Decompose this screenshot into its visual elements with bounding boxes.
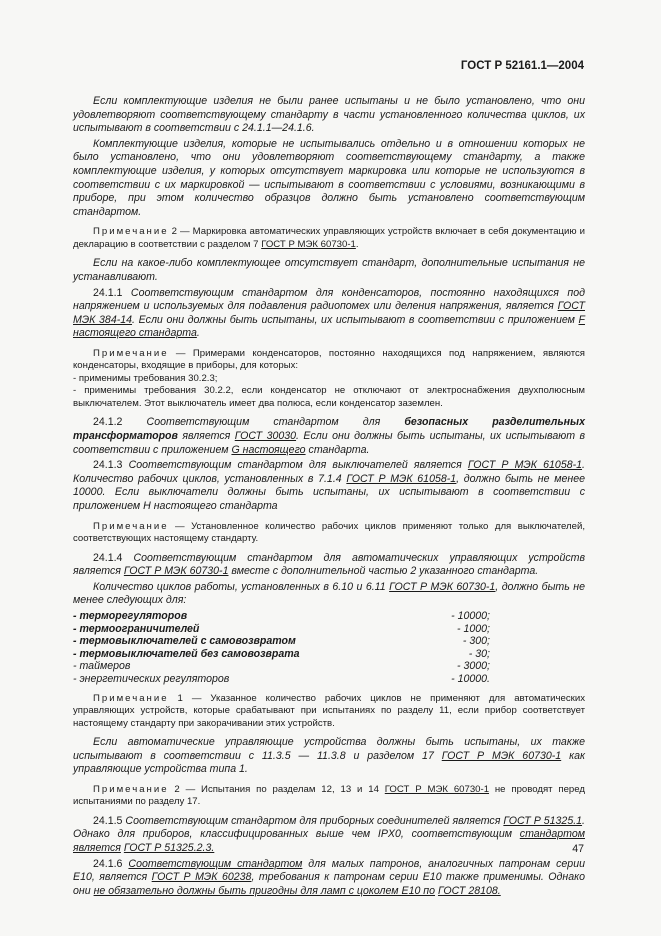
section-24-1-1: 24.1.1 Соответствующим стандартом для конденсаторов, постоянно находящихся под напряжением и используемых для подавления радиопомех или деления напряжения, является ГОСТ МЭК 384-14. Если они должны быть испытаны, их испытывают в соответствии с приложением F настоящего стандарта. xyxy=(73,286,585,340)
paragraph-components-not-tested: Если комплектующие изделия не были ранее испытаны и не было установлено, что они удовлетворяют соответствующему стандарту в части установленного количества циклов, их испытывают в соответствии с 24.1.1—24.1.6. xyxy=(73,95,585,135)
document-body xyxy=(73,95,585,900)
doc-number: ГОСТ Р 52161.1—2004 xyxy=(460,60,584,72)
paragraph-automatic-controls-test: Если автоматические управляющие устройства должны быть испытаны, их также испытывают в соответствии с 11.3.5 — 11.3.8 и разделом 17 ГОСТ Р МЭК 60730-1 как управляющие устройства типа 1. xyxy=(73,736,585,776)
note-capacitors: Примечание — Примерами конденсаторов, постоянно находящихся под напряжением, являются конденсаторы, входящие в приборы, для которых: - применимы требования 30.2.3; - применимы требования 30.2.2, если конденсатор не отключают от электроснабжения двухполюсным выключателем. Этот выключатель имеет два полюса, если конденсатор заземлен. xyxy=(73,347,585,409)
paragraph-cycle-count: Количество циклов работы, установленных в 6.10 и 6.11 ГОСТ Р МЭК 60730-1, должно быть не менее следующих для: xyxy=(73,580,585,607)
paragraph-components-not-separately-tested: Комплектующие изделия, которые не испытывались отдельно и в отношении которых не было установлено, что они удовлетворяют соответствующему стандарту, а также комплектующие изделия, у которых отсутствует маркировка или которые не используются в соответствии с их маркировкой — испытывают в соответствии с условиями, возникающими в приборе, при этом количество образцов должно быть установлено соответствующим стандартом. xyxy=(73,137,585,218)
section-24-1-2: 24.1.2 Соответствующим стандартом для безопасных разделительных трансформаторов является ГОСТ 30030. Если они должны быть испытаны, их испытывают в соответствии с приложением G настоящего стандарта. xyxy=(73,416,585,456)
list-item: - энергетических регуляторов - 10000. xyxy=(73,672,490,685)
section-24-1-6: 24.1.6 Соответствующим стандартом для малых патронов, аналогичных патронам серии E10, является ГОСТ Р МЭК 60238, требования к патронам серии E10 также применимы. Однако они не обязательно должны быть пригодны для ламп с цоколем E10 по ГОСТ 28108. xyxy=(73,857,585,897)
list-item: - термоограничителей - 1000; xyxy=(73,622,490,635)
note-marking: Примечание 2 — Маркировка автоматических управляющих устройств включает в себя документацию и декларацию в соответствии с разделом 7 ГОСТ Р МЭК 60730-1. xyxy=(73,226,585,250)
section-24-1-3: 24.1.3 Соответствующим стандартом для выключателей является ГОСТ Р МЭК 61058-1. Количество рабочих циклов, установленных в 7.1.4 ГОСТ Р МЭК 61058-1, должно быть не менее 10000. Если выключатели должны быть испытаны, их испытывают в соответствии с приложением H настоящего стандарта xyxy=(73,459,585,512)
list-item: - термовыключателей с самовозвратом - 300; xyxy=(73,635,490,648)
note-tests-sections: Примечание 2 — Испытания по разделам 12, 13 и 14 ГОСТ Р МЭК 60730-1 не проводят перед испытаниями по разделу 17. xyxy=(73,783,585,808)
paragraph-no-standard: Если на какое-либо комплектующее отсутствует стандарт, дополнительные испытания не устанавливают. xyxy=(73,257,585,283)
list-item: - терморегуляторов - 10000; xyxy=(73,609,490,622)
section-24-1-4: 24.1.4 Соответствующим стандартом для автоматических управляющих устройств является ГОСТ Р МЭК 60730-1 вместе с дополнительной частью 2 указанного стандарта. xyxy=(73,551,585,578)
note-cycles-not-applied: Примечание 1 — Указанное количество рабочих циклов не применяют для автоматических управляющих устройств, которые срабатывают при испытаниях по разделу 11, если прибор соответствует настоящему стандарту при закорачивании этих устройств. xyxy=(73,692,585,729)
list-item: - термовыключателей без самовозврата - 30; xyxy=(73,647,490,660)
cycles-list xyxy=(73,610,585,686)
note-switch-cycles: Примечание — Установленное количество рабочих циклов применяют только для выключателей, соответствующих настоящему стандарту. xyxy=(73,520,585,545)
page-number: 47 xyxy=(572,843,584,855)
section-24-1-5: 24.1.5 Соответствующим стандартом для приборных соединителей является ГОСТ Р 51325.1. Однако для приборов, классифицированных выше чем IPX0, соответствующим стандартом является ГОСТ Р 51325.2.3. xyxy=(73,814,585,854)
list-item: - таймеров - 3000; xyxy=(73,660,490,673)
